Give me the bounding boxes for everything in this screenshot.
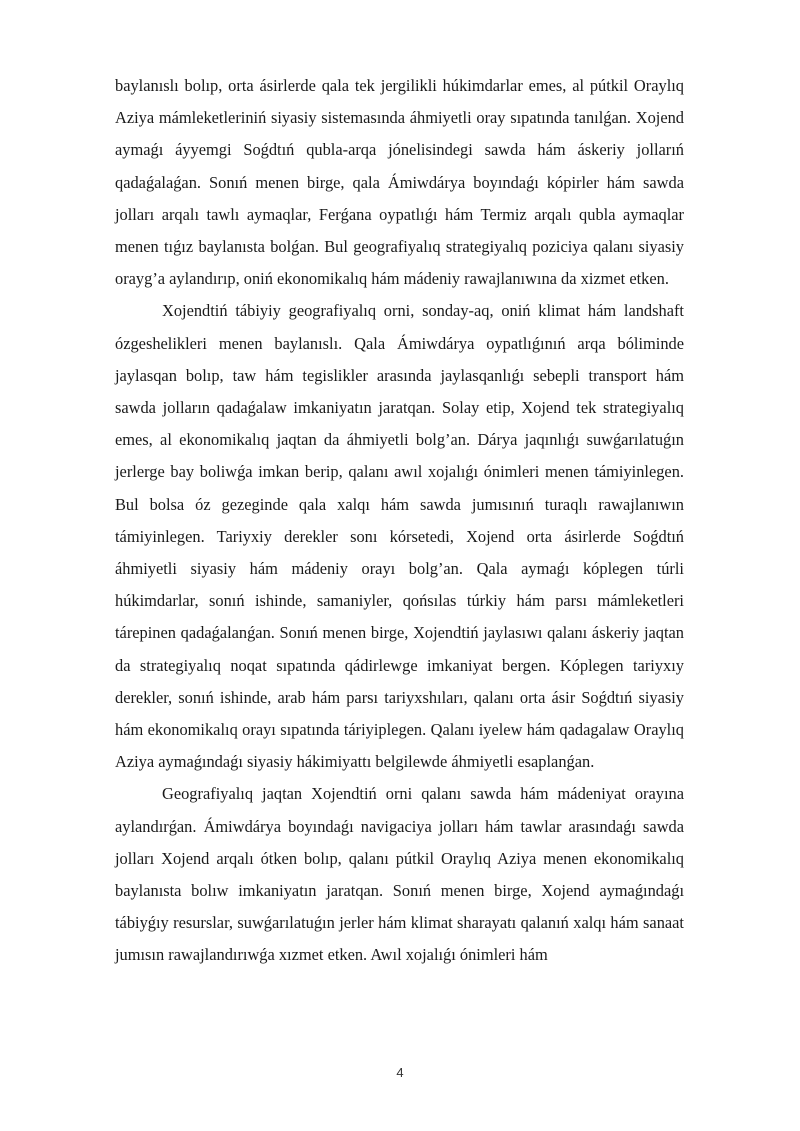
paragraph-continuation: baylanıslı bolıp, orta ásirlerde qala tek jergilikli húkimdarlar emes, al pútkil Oraylıq Aziya mámleketleriniń siyasiy sistemasında áhmiyetli oray sıpatında tanılǵan. Xojend aymaǵı áyyemgi Soǵdtıń qubla-arqa jónelisindegi sawda hám áskeriy jollarıń qadaǵalaǵan. Sonıń menen birge, qala Ámiwdárya boyındaǵı kópirler hám sawda jolları arqalı tawlı aymaqlar, Ferǵana oypatlıǵı hám Termiz arqalı qubla aymaqlar menen tıǵız baylanısta bolǵan. Bul geografiyalıq strategiyalıq poziciya qalanı siyasiy orayg’a aylandırıp, oniń ekonomikalıq hám mádeniy rawajlanıwına da xizmet etken. [115,76,684,289]
paragraph: Geografiyalıq jaqtan Xojendtiń orni qalanı sawda hám mádeniyat orayına aylandırǵan. Ámiwdárya boyındaǵı navigaciya jolları hám tawlar arasındaǵı sawda jolları Xojend arqalı ótken bolıp, qalanı pútkil Oraylıq Aziya menen ekonomikalıq baylanısta bolıw imkaniyatın jaratqan. Sonıń menen birge, Xojend aymaǵındaǵı tábiyǵıy resurslar, suwǵarılatuǵın jerler hám klimat sharayatı qalanıń xalqı hám sanaat jumısın rawajlandırıwǵa xızmet etken. Awıl xojalıǵı ónimleri hám [115,784,684,965]
paragraph: Xojendtiń tábiyiy geografiyalıq orni, sonday-aq, oniń klimat hám landshaft ózgeshelikleri menen baylanıslı. Qala Ámiwdárya oypatlıǵınıń arqa bóliminde jaylasqan bolıp, taw hám tegislikler arasında jaylasqanlıǵı sebepli transport hám sawda jolların qadaǵalaw imkaniyatın jaratqan. Solay etip, Xojend tek strategiyalıq emes, al ekonomikalıq jaqtan da áhmiyetli bolg’an. Dárya jaqınlıǵı suwǵarılatuǵın jerlerge bay boliwǵa imkan berip, qalanı awıl xojalıǵı ónimleri menen támiyinlegen. Bul bolsa óz gezeginde qala xalqı hám sawda jumısınıń turaqlı rawajlanıwın támiyinlegen. Tariyxiy derekler sonı kórsetedi, Xojend orta ásirlerde Soǵdtıń áhmiyetli siyasiy hám mádeniy orayı bolg’an. Qala aymaǵı kóplegen túrli húkimdarlar, sonıń ishinde, samaniyler, qońsılas túrkiy hám parsı mámleketleri tárepinen qadaǵalanǵan. Sonıń menen birge, Xojendtiń jaylasıwı qalanı áskeriy jaqtan da strategiyalıq noqat sıpatında qádirlewge imkaniyat bergen. Kóplegen tariyxıy derekler, sonıń ishinde, arab hám parsı tariyxshıları, qalanı orta ásir Soǵdtıń siyasiy hám ekonomikalıq orayı sıpatında táriyiplegen. Qalanı iyelew hám qadagalaw Oraylıq Aziya aymaǵındaǵı siyasiy hákimiyattı belgilewde áhmiyetli esaplanǵan. [115,301,684,772]
page-number: 4 [396,1065,404,1080]
document-body [115,70,684,972]
